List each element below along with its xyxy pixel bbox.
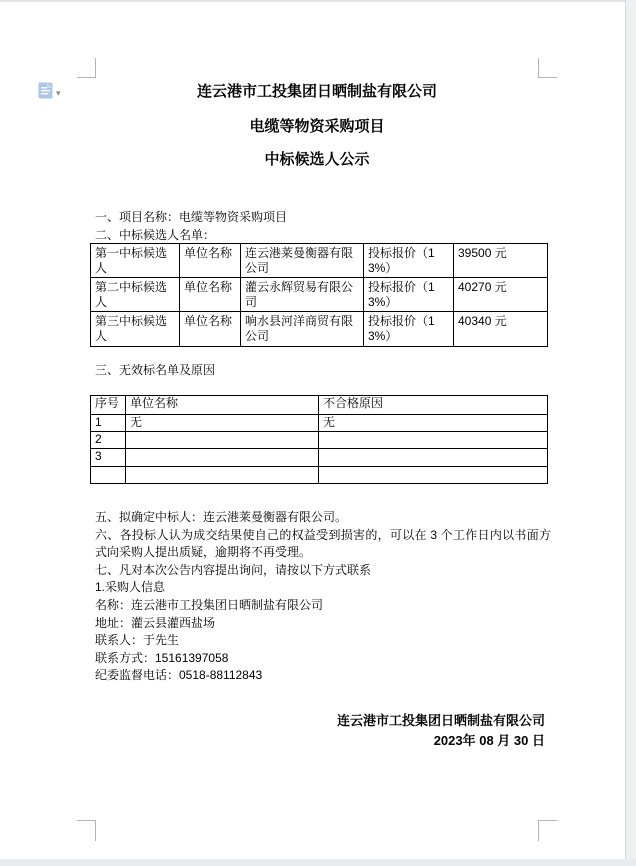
margin-crop-mark-top-left [77,58,96,78]
contact-address-line: 地址：灌云县灌西盐场 [95,615,216,630]
price-label: 投标报价（13%） [364,244,454,278]
table-row [91,312,548,347]
signature-date: 2023年 08 月 30 日 [433,733,545,748]
unit-name: 连云港莱曼衡器有限公司 [241,244,364,278]
section-invalid-bids-heading: 三、无效标名单及原因 [95,363,216,377]
table-row [91,278,548,312]
unit-label: 单位名称 [180,312,241,347]
signature-block [95,711,545,751]
candidate-rank: 第二中标候选人 [91,278,180,312]
section-project-name: 一、项目名称：电缆等物资采购项目 [95,210,288,224]
unit-name: 响水县河洋商贸有限公司 [241,312,364,347]
cell-index: 1 [91,415,126,432]
page-edge-bottom [0,859,636,866]
page-edge-top [0,0,636,2]
candidates-table [90,243,548,347]
section-candidates-heading: 二、中标候选人名单： [95,228,216,242]
cell-unit [126,467,319,484]
cell-reason [319,432,548,449]
cell-reason [319,467,548,484]
candidate-rank: 第三中标候选人 [91,312,180,347]
cell-index [91,467,126,484]
candidate-rank: 第一中标候选人 [91,244,180,278]
paste-options-icon [38,82,53,104]
section-inquiry-contact: 七、凡对本次公告内容提出询问，请按以下方式联系 [95,562,372,577]
doc-title-project: 电缆等物资采购项目 [249,118,385,135]
cell-index: 2 [91,432,126,449]
chevron-down-icon: ▾ [56,88,61,98]
cell-reason [319,449,548,467]
col-header-reason: 不合格原因 [319,396,548,415]
cell-unit [126,432,319,449]
invalid-bids-table [90,395,548,484]
table-row [91,467,548,484]
col-header-index: 序号 [91,396,126,415]
table-row [91,415,548,432]
price-value: 40270 元 [454,278,548,312]
section-proposed-winner: 五、拟确定中标人：连云港莱曼衡器有限公司。 [95,510,348,524]
contact-name-line: 名称：连云港市工投集团日晒制盐有限公司 [95,597,324,612]
lower-paragraphs [95,509,551,685]
cell-reason: 无 [319,415,548,432]
table-row [91,244,548,278]
unit-name: 灌云永辉贸易有限公司 [241,278,364,312]
page-edge-right [625,0,636,866]
margin-crop-mark-top-right [538,58,557,78]
price-value: 39500 元 [454,244,548,278]
contact-supervision-line: 纪委监督电话：0518-88112843 [95,668,263,683]
contact-person-line: 联系人：于先生 [95,633,180,648]
table-row [91,449,548,467]
price-label: 投标报价（13%） [364,278,454,312]
col-header-unit: 单位名称 [126,396,319,415]
buyer-info-heading: 1.采购人信息 [95,580,166,595]
section-objection-notice: 六、各投标人认为成交结果使自己的权益受到损害的，可以在 3 个工作日内以书面方式向采购人提出质疑，逾期将不再受理。 [95,527,551,560]
table-header-row [91,396,548,415]
unit-label: 单位名称 [180,278,241,312]
paste-options-button[interactable] [38,82,72,104]
doc-title-announcement: 中标候选人公示 [264,151,370,168]
price-label: 投标报价（13%） [364,312,454,347]
margin-crop-mark-bottom-left [77,820,96,841]
table-row [91,432,548,449]
cell-index: 3 [91,449,126,467]
contact-phone-line: 联系方式：15161397058 [95,650,229,665]
cell-unit: 无 [126,415,319,432]
unit-label: 单位名称 [180,244,241,278]
margin-crop-mark-bottom-right [538,820,557,841]
doc-title-company: 连云港市工投集团日晒制盐有限公司 [196,83,437,100]
signature-company: 连云港市工投集团日晒制盐有限公司 [336,713,545,728]
cell-unit [126,449,319,467]
price-value: 40340 元 [454,312,548,347]
